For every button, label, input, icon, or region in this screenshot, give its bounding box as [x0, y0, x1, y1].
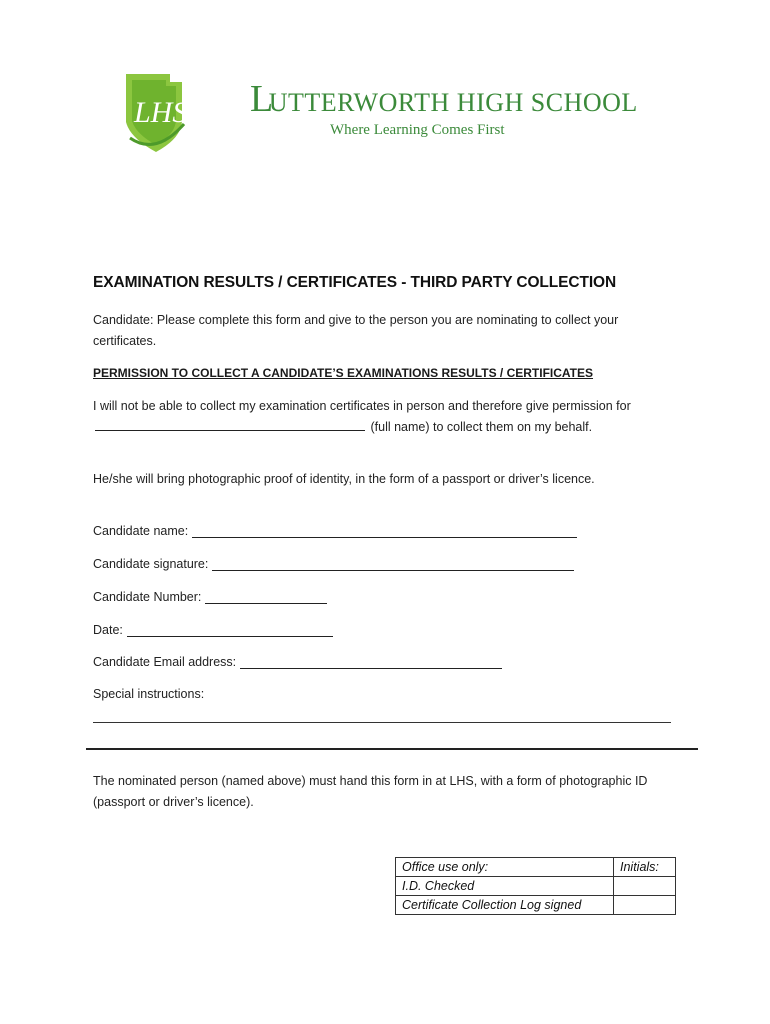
hand-in-note: The nominated person (named above) must hand this form in at LHS, with a form of photographic ID (passport or driver’s licence).: [93, 774, 648, 809]
form-title: EXAMINATION RESULTS / CERTIFICATES - THIRD PARTY COLLECTION: [93, 274, 617, 291]
collection-log-label: Certificate Collection Log signed: [396, 896, 614, 915]
permission-text-a: I will not be able to collect my examination certificates in person and therefore give permission for: [93, 399, 631, 413]
permission-subheading: PERMISSION TO COLLECT A CANDIDATE’S EXAMINATIONS RESULTS / CERTIFICATES: [93, 366, 594, 380]
intro-text: Candidate: Please complete this form and give to the person you are nominating to collect your certificates.: [93, 313, 619, 348]
office-use-table: [395, 857, 676, 915]
school-tagline: Where Learning Comes First: [330, 122, 505, 138]
initials-header: Initials:: [614, 858, 676, 877]
nominee-name-field[interactable]: [95, 418, 365, 431]
date-label: Date:: [93, 623, 123, 637]
id-checked-initials-cell[interactable]: [614, 877, 676, 896]
email-row: [93, 654, 502, 669]
permission-paragraph: [93, 396, 683, 438]
table-row: [396, 896, 676, 915]
candidate-number-row: [93, 589, 327, 604]
candidate-name-field[interactable]: [192, 523, 577, 538]
school-name-initial: L: [250, 78, 274, 120]
office-use-header: Office use only:: [396, 858, 614, 877]
date-row: [93, 622, 333, 637]
collection-log-initials-cell[interactable]: [614, 896, 676, 915]
email-field[interactable]: [240, 654, 502, 669]
table-row: [396, 877, 676, 896]
email-label: Candidate Email address:: [93, 655, 237, 669]
id-checked-label: I.D. Checked: [396, 877, 614, 896]
special-instructions-row: [93, 687, 204, 701]
candidate-number-label: Candidate Number:: [93, 590, 202, 604]
candidate-name-row: [93, 523, 577, 538]
section-divider: [86, 748, 698, 750]
date-field[interactable]: [127, 622, 333, 637]
candidate-signature-row: [93, 556, 574, 571]
candidate-number-field[interactable]: [205, 589, 327, 604]
special-instructions-label: Special instructions:: [93, 687, 205, 701]
school-name: [250, 78, 638, 120]
permission-text-b: (full name) to collect them on my behalf.: [370, 420, 593, 434]
candidate-name-label: Candidate name:: [93, 524, 189, 538]
candidate-signature-field[interactable]: [212, 556, 574, 571]
school-crest-logo: [122, 72, 194, 154]
svg-text:LHS: LHS: [134, 96, 188, 129]
school-name-rest: UTTERWORTH HIGH SCHOOL: [268, 88, 638, 117]
special-instructions-field[interactable]: [93, 722, 671, 723]
table-row: [396, 858, 676, 877]
id-note: He/she will bring photographic proof of identity, in the form of a passport or driver’s licence.: [93, 472, 595, 486]
candidate-signature-label: Candidate signature:: [93, 557, 209, 571]
